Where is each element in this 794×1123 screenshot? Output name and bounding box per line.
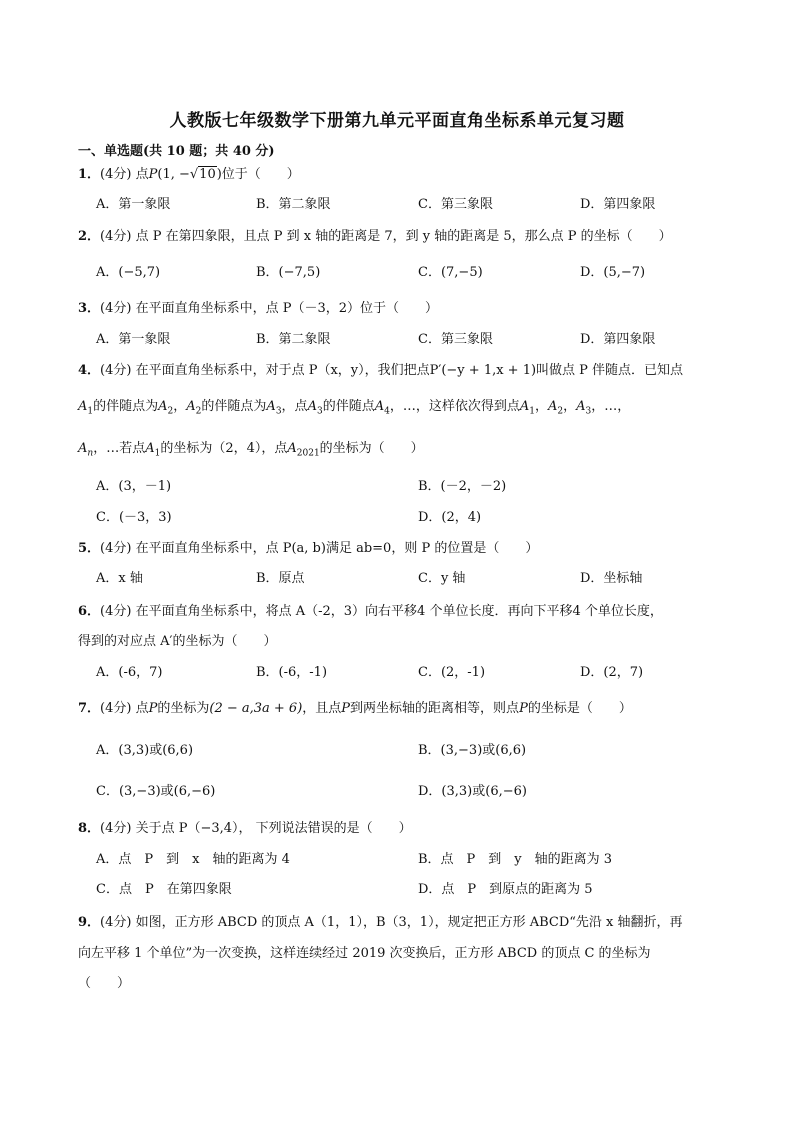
option-b[interactable]: B．第二象限: [256, 332, 331, 347]
question-text: ，: [534, 399, 548, 414]
math-var: A: [576, 399, 586, 414]
question-2: [78, 228, 672, 246]
option-a[interactable]: A．(-6，7): [96, 665, 163, 680]
math-var: A: [145, 441, 155, 456]
question-text: ，且点: [302, 701, 342, 716]
option-b[interactable]: B．第二象限: [256, 197, 331, 212]
math-var: A: [374, 399, 385, 414]
math-point: P: [148, 167, 158, 182]
question-6-line-2: 得到的对应点 A′的坐标为（ ）: [78, 634, 277, 649]
option-c[interactable]: C．第三象限: [418, 332, 493, 347]
subscript: 2: [195, 406, 202, 417]
option-d[interactable]: D．第四象限: [580, 197, 656, 212]
option-d[interactable]: D．(2，4): [418, 510, 482, 525]
question-8: [78, 820, 412, 838]
subscript: 2021: [296, 448, 320, 459]
subscript: 2: [557, 406, 564, 417]
subscript: 2: [167, 406, 174, 417]
option-a[interactable]: A．x 轴: [96, 571, 143, 586]
option-a[interactable]: A．第一象限: [96, 197, 171, 212]
question-9-line-2: 向左平移 1 个单位”为一次变换，这样连续经过 2019 次变换后，正方形 ABCD 的顶点 C 的坐标为: [78, 946, 651, 961]
question-6: [78, 603, 663, 621]
question-text: 的坐标是（ ）: [527, 701, 632, 716]
option-a[interactable]: A．(3,3)或(6,6): [96, 743, 194, 758]
question-text: ，…若点: [93, 441, 146, 456]
option-c[interactable]: C．(7,−5): [418, 265, 483, 280]
subscript: 4: [384, 406, 390, 417]
question-7: [78, 700, 632, 718]
option-d[interactable]: D．点 P 到原点的距离为 5: [418, 882, 593, 897]
subscript: 1: [529, 406, 535, 417]
subscript: 1: [87, 406, 94, 417]
question-text: ，点: [281, 399, 308, 414]
question-text: 的坐标为（2，4），点: [160, 441, 288, 456]
math-expr: ): [216, 167, 222, 182]
sqrt-expr: √10: [189, 167, 216, 182]
option-c[interactable]: C．第三象限: [418, 197, 493, 212]
question-5: [78, 540, 538, 558]
question-number: 3．: [78, 301, 101, 316]
question-text: ，…，这样依次得到点: [389, 399, 520, 414]
radicand: 10: [199, 167, 216, 182]
question-number: 5．: [78, 541, 101, 556]
math-var: A: [287, 441, 297, 456]
option-c[interactable]: C．(－3，3): [96, 510, 172, 525]
question-text: 的伴随点为: [93, 399, 159, 414]
math-var: A: [186, 399, 196, 414]
option-a[interactable]: A．点 P 到 x 轴的距离为 4: [96, 852, 290, 867]
question-text: 的坐标为（ ）: [319, 441, 424, 456]
question-number: 6．: [78, 604, 101, 619]
question-text: (4分) 点 P 在第四象限，且点 P 到 x 轴的距离是 7，到 y 轴的距离是 5，那么点 P 的坐标（ ）: [100, 229, 672, 244]
question-text: 的伴随点: [322, 399, 375, 414]
option-a[interactable]: A．(−5,7): [96, 265, 161, 280]
math-var: A: [307, 399, 317, 414]
question-text: ，…，: [591, 399, 631, 414]
question-text: (4分) 在平面直角坐标系中，对于点 P（x，y），我们把点P′(−y + 1,x + 1)叫做点 P 伴随点．已知点: [100, 363, 684, 378]
question-points: (4分): [100, 167, 136, 182]
question-text: 到两坐标轴的距离相等，则点: [350, 701, 520, 716]
question-text: (4分) 点: [100, 701, 149, 716]
question-text: 的伴随点为: [201, 399, 267, 414]
math-var: A: [266, 399, 276, 414]
math-var: A: [158, 399, 168, 414]
option-c[interactable]: C．y 轴: [418, 571, 466, 586]
option-b[interactable]: B．(-6，-1): [256, 665, 328, 680]
question-number: 7．: [78, 701, 101, 716]
option-a[interactable]: A．(3，－1): [96, 479, 172, 494]
question-4-line-3: [78, 440, 424, 463]
question-text: (4分) 在平面直角坐标系中，点 P(a, b)满足 ab=0，则 P 的位置是（ ）: [100, 541, 539, 556]
option-b[interactable]: B．(－2，－2): [418, 479, 507, 494]
option-d[interactable]: D．(3,3)或(6,−6): [418, 784, 527, 799]
question-text: (4分) 在平面直角坐标系中，点 P（－3，2）位于（ ）: [100, 301, 439, 316]
option-b[interactable]: B．原点: [256, 571, 305, 586]
question-text: ，: [563, 399, 577, 414]
question-text: 位于（ ）: [221, 167, 300, 182]
question-text: (4分) 如图，正方形 ABCD 的顶点 A（1，1），B（3，1），规定把正方形 ABCD“先沿 x 轴翻折，再: [100, 915, 683, 930]
page-title: 人教版七年级数学下册第九单元平面直角坐标系单元复习题: [169, 111, 625, 131]
section-heading: 一、单选题(共 10 题；共 40 分): [78, 144, 275, 159]
math-var: A: [547, 399, 558, 414]
question-4: [78, 362, 683, 380]
question-text: 的坐标为: [157, 701, 210, 716]
question-number: 1．: [78, 167, 101, 182]
math-var: A: [78, 441, 88, 456]
subscript: 3: [275, 406, 282, 417]
math-expr: (1, −: [157, 167, 190, 182]
math-expr: (2 − a,3a + 6): [209, 701, 303, 716]
option-d[interactable]: D．(5,−7): [580, 265, 646, 280]
question-number: 8．: [78, 821, 101, 836]
subscript: 3: [585, 406, 592, 417]
option-d[interactable]: D．坐标轴: [580, 571, 643, 586]
question-9-line-3: （ ）: [78, 976, 131, 991]
question-text: (4分) 关于点 P（−3,4）， 下列说法错误的是（ ）: [100, 821, 412, 836]
option-b[interactable]: B．点 P 到 y 轴的距离为 3: [418, 852, 613, 867]
question-4-line-2: [78, 398, 630, 421]
math-point: P: [148, 701, 158, 716]
subscript: n: [87, 448, 94, 459]
question-text: ，: [173, 399, 187, 414]
question-9: [78, 914, 683, 932]
option-c[interactable]: C．(3,−3)或(6,−6): [96, 784, 216, 799]
option-a[interactable]: A．第一象限: [96, 332, 171, 347]
question-number: 4．: [78, 363, 101, 378]
option-b[interactable]: B．(3,−3)或(6,6): [418, 743, 527, 758]
option-c[interactable]: C．点 P 在第四象限: [96, 882, 232, 897]
math-point: P: [519, 701, 528, 716]
question-1: [78, 166, 300, 184]
option-b[interactable]: B．(−7,5): [256, 265, 321, 280]
option-c[interactable]: C．(2，-1): [418, 665, 486, 680]
question-text: (4分) 在平面直角坐标系中，将点 A（-2，3）向右平移4 个单位长度．再向下平移4 个单位长度，: [100, 604, 663, 619]
subscript: 1: [154, 448, 161, 459]
question-number: 2．: [78, 229, 101, 244]
question-text: 点: [135, 167, 149, 182]
question-number: 9．: [78, 915, 101, 930]
option-d[interactable]: D．(2，7): [580, 665, 644, 680]
subscript: 3: [316, 406, 323, 417]
math-var: A: [78, 399, 88, 414]
math-point: P: [341, 701, 351, 716]
question-3: [78, 300, 438, 318]
option-d[interactable]: D．第四象限: [580, 332, 656, 347]
math-var: A: [519, 399, 530, 414]
